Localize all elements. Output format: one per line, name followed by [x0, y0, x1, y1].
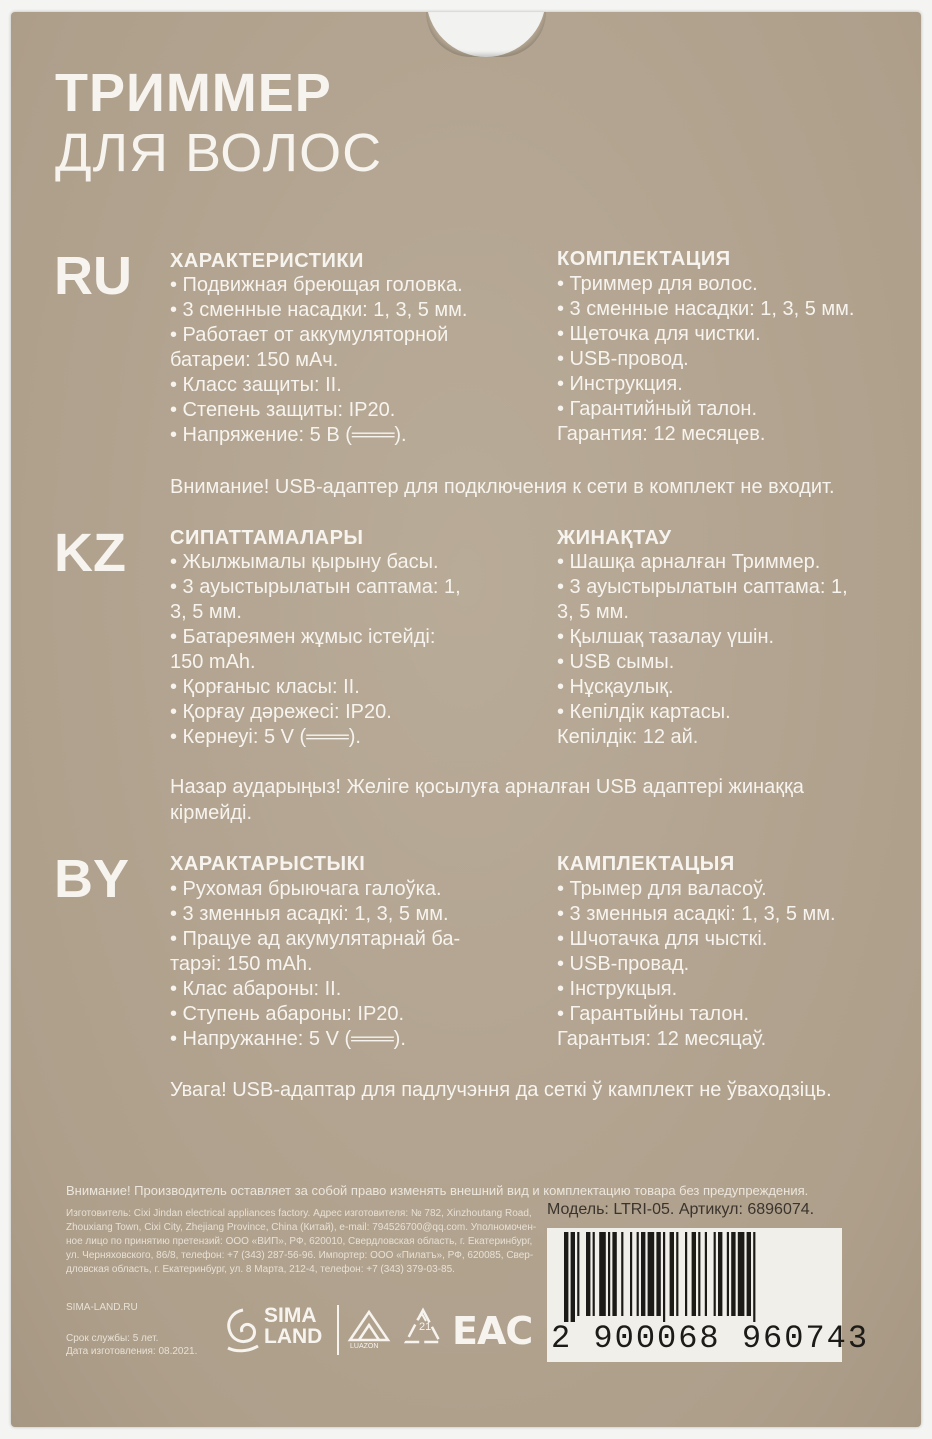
kz-note-line1: Назар аударыңыз! Желіге қосылуға арналған USB адаптері жинаққа	[170, 776, 804, 798]
barcode-bar	[670, 1232, 674, 1316]
list-item: • Трымер для валасоў.	[557, 878, 767, 900]
kz-kit-title: ЖИНАҚТАУ	[557, 527, 672, 549]
list-item: 3, 5 мм.	[557, 601, 629, 623]
list-item: • Кепілдік картасы.	[557, 701, 731, 723]
barcode-bar	[727, 1232, 729, 1316]
barcode-bar	[705, 1232, 707, 1316]
ru-features-title: ХАРАКТЕРИСТИКИ	[170, 250, 364, 272]
list-item: • Работает от аккумуляторной	[170, 324, 449, 346]
luazon-logo-text: LUAZON	[350, 1343, 379, 1350]
list-item: • Қылшақ тазалау үшін.	[557, 626, 775, 648]
barcode-number: 2 900068 960743	[551, 1320, 870, 1357]
list-item: • Жылжымалы қырыну басы.	[170, 551, 439, 573]
by-kit-list	[557, 877, 836, 1052]
lang-code-kz: KZ	[54, 523, 126, 583]
list-item: • Қорғаныс класы: II.	[170, 676, 360, 698]
list-item: батареи: 150 мАч.	[170, 349, 339, 371]
list-item: • 3 сменные насадки: 1, 3, 5 мм.	[170, 299, 468, 321]
manufacturer-line: ул. Черняховского, 86/8, телефон: +7 (343) 287-56-96. Импортер: ООО «Пилатъ», РФ, 620085, Свер-	[66, 1250, 534, 1261]
list-item: • USB-провад.	[557, 953, 690, 975]
barcode-bar	[637, 1232, 639, 1316]
barcode-bar	[692, 1232, 696, 1316]
barcode-bar	[698, 1232, 700, 1316]
barcode-bar	[714, 1232, 716, 1316]
barcode-bars	[564, 1232, 834, 1322]
barcode-bar	[738, 1232, 745, 1316]
box-tab-shadow	[426, 12, 546, 57]
barcode-bar	[663, 1232, 665, 1322]
barcode-bar	[608, 1232, 610, 1316]
list-item: • Кернеуі: 5 V (═══).	[170, 726, 361, 748]
list-item: • Клас абароны: II.	[170, 978, 342, 1000]
list-item: • Шашқа арналған Триммер.	[557, 551, 821, 573]
list-item: • Напряжение: 5 В (═══).	[170, 424, 407, 446]
list-item: • 3 зменныя асадкі: 1, 3, 5 мм.	[557, 903, 836, 925]
list-item: Гарантыя: 12 месяцаў.	[557, 1028, 767, 1050]
list-item: • Батареямен жұмыс істейді:	[170, 626, 436, 648]
list-item: • Гарантийный талон.	[557, 398, 758, 420]
barcode-bar	[599, 1232, 606, 1316]
barcode-bar	[648, 1232, 655, 1316]
list-item: • Триммер для волос.	[557, 273, 758, 295]
list-item: • 3 зменныя асадкі: 1, 3, 5 мм.	[170, 903, 449, 925]
kz-kit-list	[557, 550, 848, 750]
manufacturer-line: Zhouxiang Town, Cixi City, Zhejiang Province, China (Китай), e-mail: 794526700@qq.com. Уполномочен-	[66, 1222, 537, 1233]
kz-features-title: СИПАТТАМАЛАРЫ	[170, 527, 364, 549]
site-url: SIMA-LAND.RU	[66, 1302, 138, 1313]
barcode-bar	[685, 1232, 687, 1316]
list-item: • 3 сменные насадки: 1, 3, 5 мм.	[557, 298, 855, 320]
service-life: Срок службы: 5 лет.	[66, 1333, 159, 1344]
barcode-bar	[621, 1232, 623, 1316]
list-item: • Класс защиты: II.	[170, 374, 342, 396]
list-item: • Гарантыйны талон.	[557, 1003, 750, 1025]
sima-land-logo-icon	[222, 1306, 264, 1354]
list-item: 3, 5 мм.	[170, 601, 242, 623]
by-note: Увага! USB-адаптар для падлучэння да сеткі ў камплект не ўваходзіць.	[170, 1079, 832, 1101]
ru-note: Внимание! USB-адаптер для подключения к сети в комплект не входит.	[170, 476, 835, 498]
list-item: • USB-провод.	[557, 348, 689, 370]
barcode-bar	[593, 1232, 595, 1316]
kz-features-list	[170, 550, 461, 750]
list-item: • Инструкция.	[557, 373, 683, 395]
ru-kit-title: КОМПЛЕКТАЦИЯ	[557, 248, 731, 270]
ru-features-list	[170, 273, 467, 448]
logo-sima: SIMA	[264, 1304, 317, 1327]
list-item: • Подвижная бреющая головка.	[170, 274, 463, 296]
list-item: • USB сымы.	[557, 651, 675, 673]
sima-land-logo-text	[264, 1305, 322, 1347]
manufacture-date: Дата изготовления: 08.2021.	[66, 1346, 198, 1357]
list-item: • Ступень абароны: IP20.	[170, 1003, 405, 1025]
barcode-bar	[564, 1232, 568, 1322]
by-kit-title: КАМПЛЕКТАЦЫЯ	[557, 853, 735, 875]
barcode-bar	[731, 1232, 735, 1316]
barcode-bar	[747, 1232, 751, 1316]
lang-code-ru: RU	[54, 246, 132, 306]
list-item: • Рухомая брыючага галоўка.	[170, 878, 442, 900]
list-item: Гарантия: 12 месяцев.	[557, 423, 766, 445]
barcode-bar	[577, 1232, 579, 1316]
product-title: ТРИММЕР	[55, 63, 332, 123]
logo-land: LAND	[264, 1325, 323, 1348]
kz-note-line2: кірмейді.	[170, 802, 253, 824]
barcode-bar	[656, 1232, 660, 1316]
barcode-bar	[630, 1232, 632, 1316]
by-features-title: ХАРАКТАРЫСТЫКІ	[170, 853, 366, 875]
list-item: Кепілдік: 12 ай.	[557, 726, 699, 748]
list-item: • Нұсқаулық.	[557, 676, 674, 698]
by-features-list	[170, 877, 460, 1052]
manufacturer-warning: Внимание! Производитель оставляет за собой право изменять внешний вид и комплектацию товара без предупреждения.	[66, 1183, 809, 1198]
eac-mark: EAC	[452, 1309, 533, 1353]
list-item: • Шчотачка для чысткі.	[557, 928, 768, 950]
manufacturer-info	[66, 1207, 536, 1277]
list-item: • Щеточка для чистки.	[557, 323, 761, 345]
product-subtitle: ДЛЯ ВОЛОС	[55, 123, 383, 183]
barcode-bar	[676, 1232, 678, 1316]
list-item: • Степень защиты: IP20.	[170, 399, 396, 421]
barcode-bar	[571, 1232, 575, 1322]
lang-code-by: BY	[54, 849, 130, 909]
list-item: 150 mAh.	[170, 651, 256, 673]
barcode-bar	[753, 1232, 755, 1322]
list-item: • 3 ауыстырылатын саптама: 1,	[170, 576, 461, 598]
list-item: тарэі: 150 mAh.	[170, 953, 313, 975]
list-item: • Напружанне: 5 V (═══).	[170, 1028, 406, 1050]
ru-kit-list	[557, 272, 854, 447]
manufacturer-line: Изготовитель: Cixi Jindan electrical appliances factory. Адрес изготовителя: № 782, Xinzhoutang Road,	[66, 1208, 532, 1219]
barcode-bar	[612, 1232, 616, 1316]
manufacturer-line: ное лицо по принятию претензий: ООО «ВИП», РФ, 620010, Свердловская область, г. Екатеринбург,	[66, 1236, 533, 1247]
barcode-bar	[641, 1232, 645, 1316]
barcode-bar	[586, 1232, 590, 1316]
logo-divider	[337, 1305, 339, 1355]
manufacturer-line: дловская область, г. Екатеринбург, ул. 8 Марта, 212-4, телефон: +7 (343) 379-03-85.	[66, 1264, 455, 1275]
list-item: • Қорғау дәрежесі: IP20.	[170, 701, 392, 723]
list-item: • Працуе ад акумулятарнай ба-	[170, 928, 461, 950]
list-item: • 3 ауыстырылатын саптама: 1,	[557, 576, 848, 598]
recycle-code: 21	[419, 1321, 432, 1333]
barcode-bar	[718, 1232, 722, 1316]
list-item: • Інструкцыя.	[557, 978, 678, 1000]
model-article: Модель: LTRI-05. Артикул: 6896074.	[547, 1201, 815, 1218]
